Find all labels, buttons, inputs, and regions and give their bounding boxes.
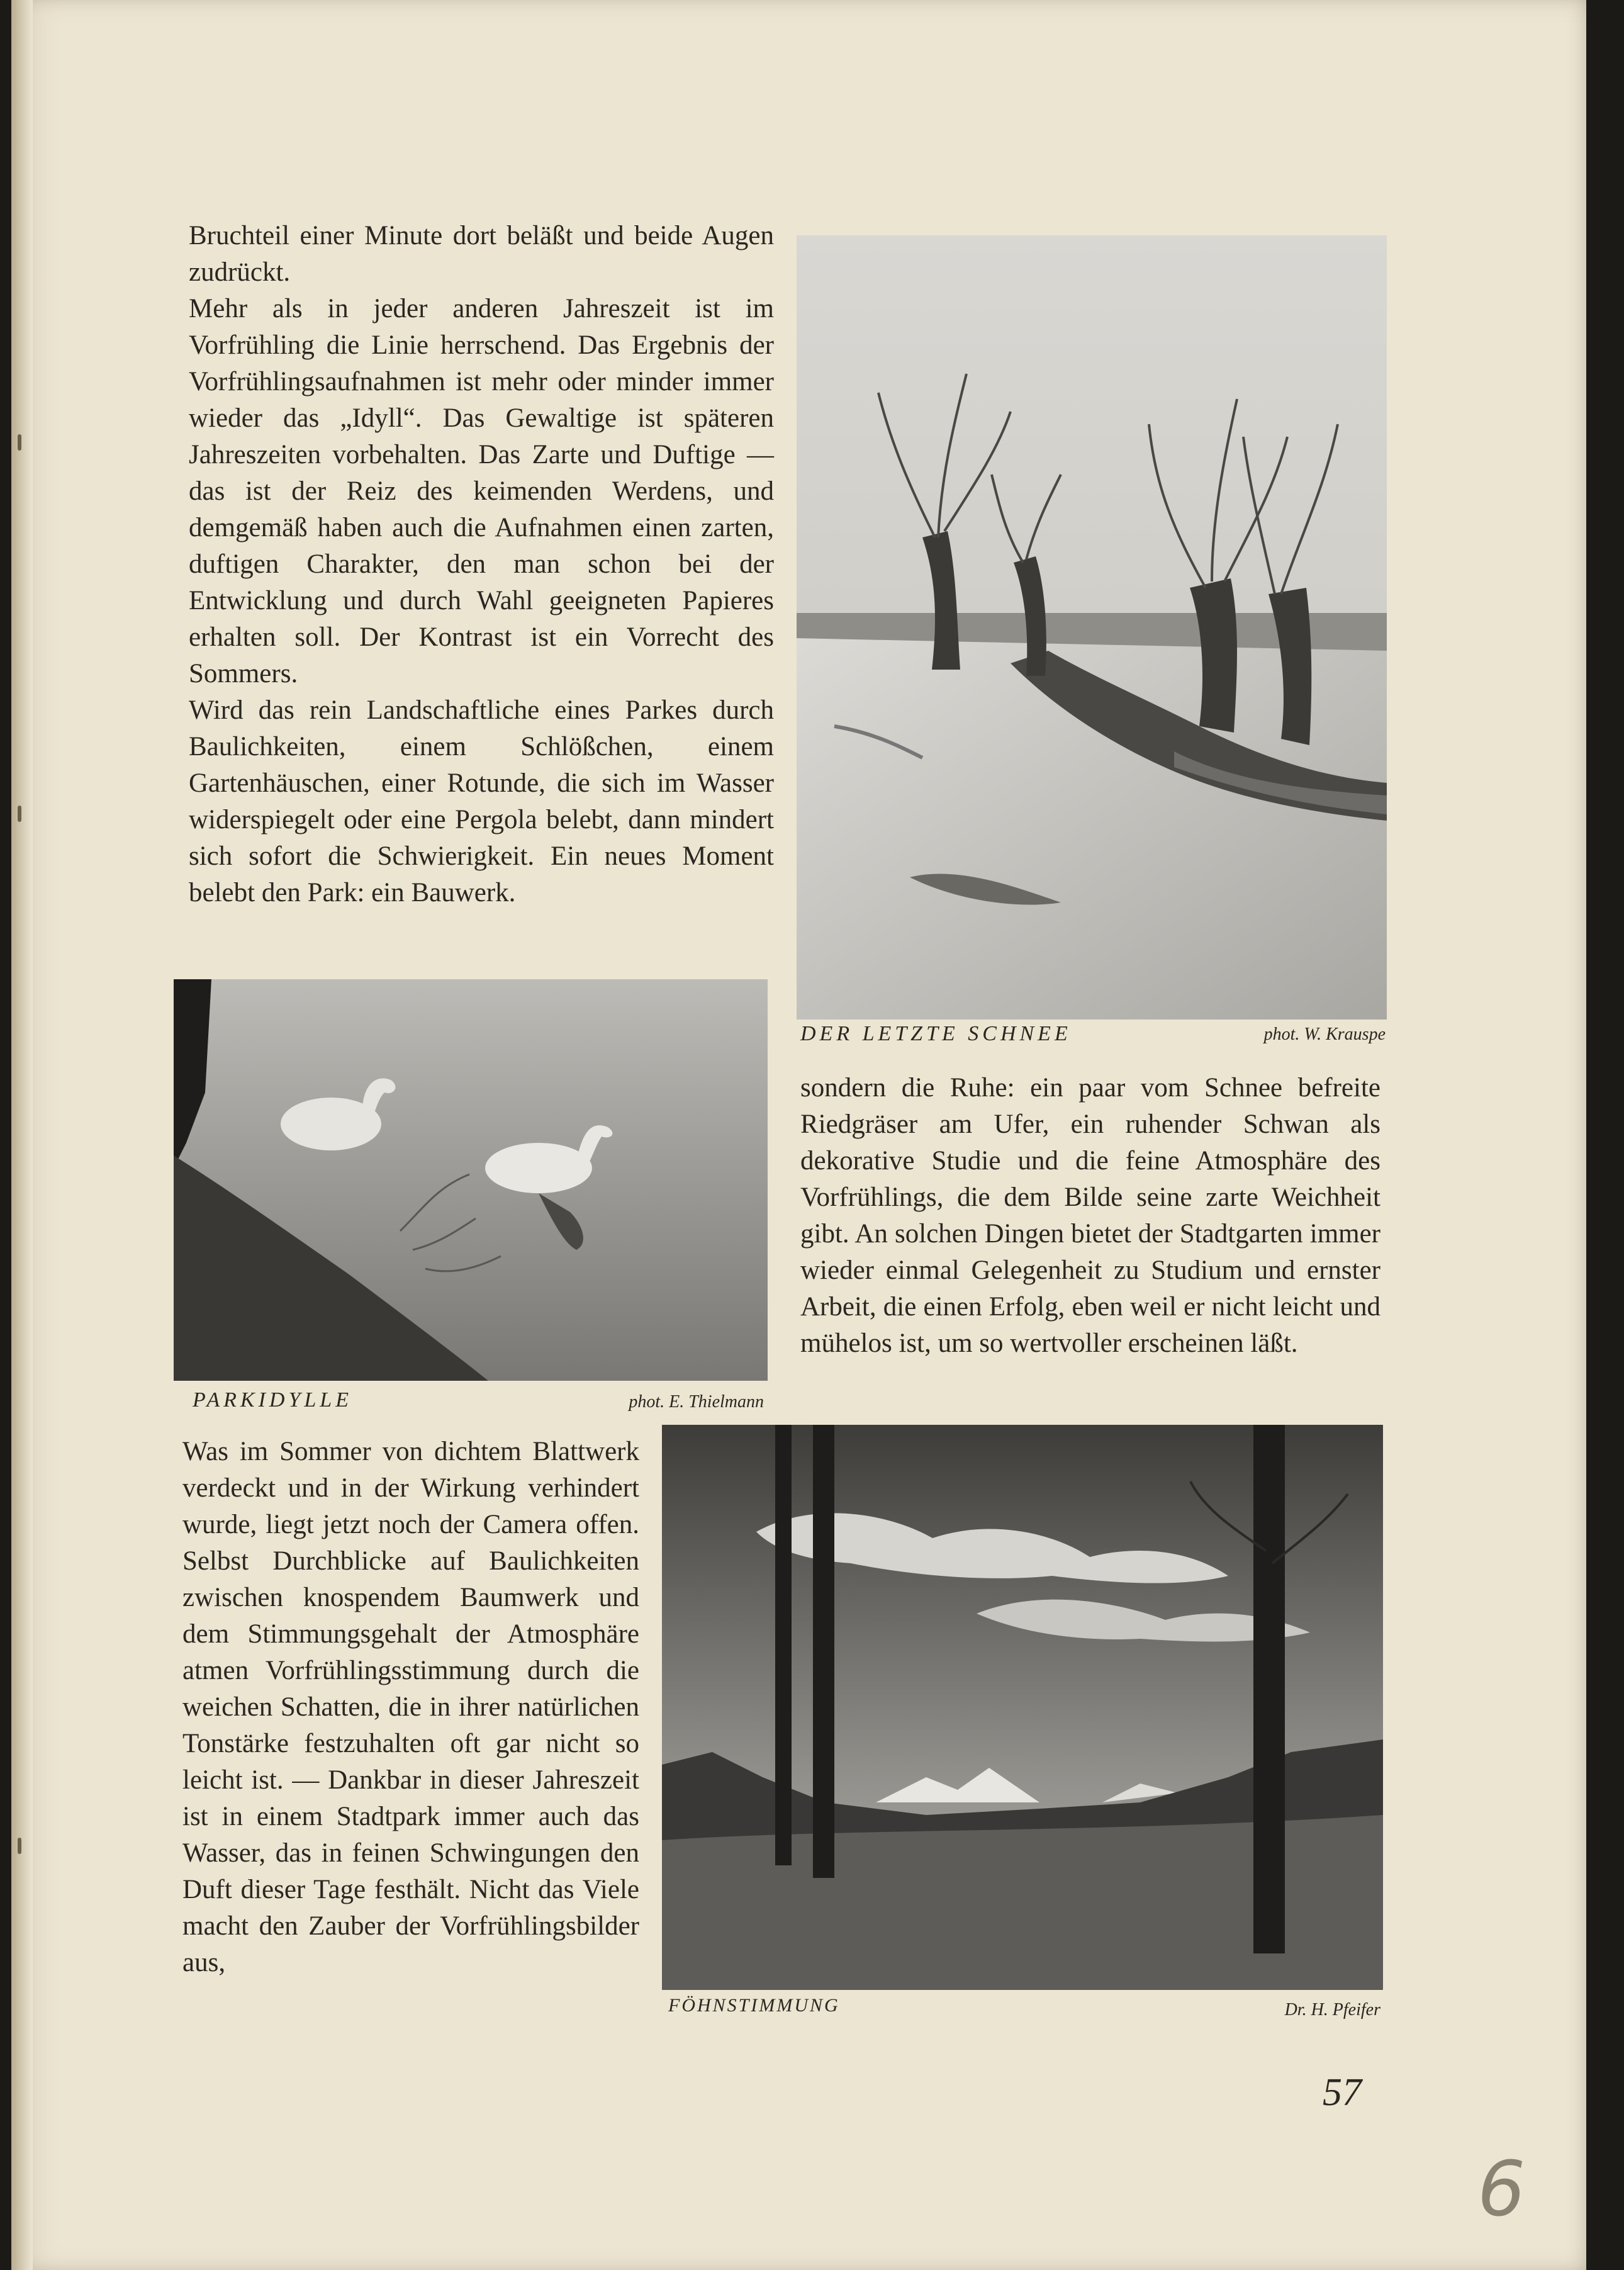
snow-landscape-image <box>797 235 1387 1020</box>
book-page <box>11 0 1586 2270</box>
page-number: 57 <box>1323 2071 1362 2114</box>
text-column-top <box>189 218 774 911</box>
photo-credit: phot. W. Krauspe <box>1263 1025 1386 1044</box>
foehn-landscape-image <box>662 1425 1383 1990</box>
paragraph: Bruchteil einer Minute dort beläßt und beide Augen zudrückt. <box>189 221 774 287</box>
binding-stitch <box>18 806 21 822</box>
page-binding <box>11 0 33 2270</box>
photo-der-letzte-schnee <box>797 235 1387 1020</box>
binding-stitch <box>18 434 21 451</box>
paragraph: sondern die Ruhe: ein paar vom Schnee befreite Riedgräser am Ufer, ein ruhender Schwan als dekorative Studie und die feine Atmosphäre des Vorfrühlings, die dem Bilde seine zarte Weichheit gibt. An solchen Dingen bietet der Stadtgarten immer wieder einmal Gelegenheit zu Studium und ernster Arbeit, die einen Erfolg, eben weil er nicht leicht und mühelos ist, um so wertvoller erscheinen läßt. <box>800 1073 1380 1358</box>
photo-credit: Dr. H. Pfeifer <box>1284 2000 1380 2020</box>
photo-caption: FÖHNSTIMMUNG <box>668 1995 840 2016</box>
photo-foehnstimmung <box>662 1425 1383 1990</box>
binding-stitch <box>18 1838 21 1854</box>
swans-image <box>174 979 768 1381</box>
photo-parkidylle <box>174 979 768 1381</box>
paragraph: Mehr als in jeder anderen Jahreszeit ist im Vorfrühling die Linie herrschend. Das Ergebnis der Vorfrühlingsaufnahmen ist mehr oder minder immer wieder das „Idyll“. Das Gewaltige ist späteren Jahreszeiten vorbehalten. Das Zarte und Duftige — das ist der Reiz des keimenden Werdens, und demgemäß haben auch die Aufnahmen einen zarten, duftigen Charakter, den man schon bei der Entwicklung und durch Wahl geeigneten Papieres erhalten soll. Der Kontrast ist ein Vorrecht des Sommers. <box>189 294 774 688</box>
handwritten-page-mark: 6 <box>1477 2146 1526 2233</box>
paragraph: Was im Sommer von dichtem Blattwerk verdeckt und in der Wirkung verhindert wurde, liegt jetzt noch der Camera offen. Selbst Durchblicke auf Baulichkeiten zwischen knospendem Baumwerk und dem Stimmungsgehalt der Atmosphäre atmen Vorfrühlingsstimmung durch die weichen Schatten, die in ihrer natürlichen Tonstärke festzuhalten oft gar nicht so leicht ist. — Dankbar in dieser Jahreszeit ist in einem Stadtpark immer auch das Wasser, das in feinen Schwingungen den Duft dieser Tage festhält. Nicht das Viele macht den Zauber der Vorfrühlingsbilder aus, <box>182 1437 639 1977</box>
photo-caption: DER LETZTE SCHNEE <box>800 1022 1072 1045</box>
text-column-right <box>800 1070 1380 1362</box>
text-column-bottom <box>182 1434 639 1981</box>
photo-credit: phot. E. Thielmann <box>629 1392 764 1412</box>
photo-caption: PARKIDYLLE <box>193 1388 352 1412</box>
paragraph: Wird das rein Landschaftliche eines Parkes durch Baulichkeiten, einem Schlößchen, einem Gartenhäuschen, einer Rotunde, die sich im Wasser widerspiegelt oder eine Pergola belebt, dann mindert sich sofort die Schwierigkeit. Ein neues Moment belebt den Park: ein Bauwerk. <box>189 695 774 907</box>
